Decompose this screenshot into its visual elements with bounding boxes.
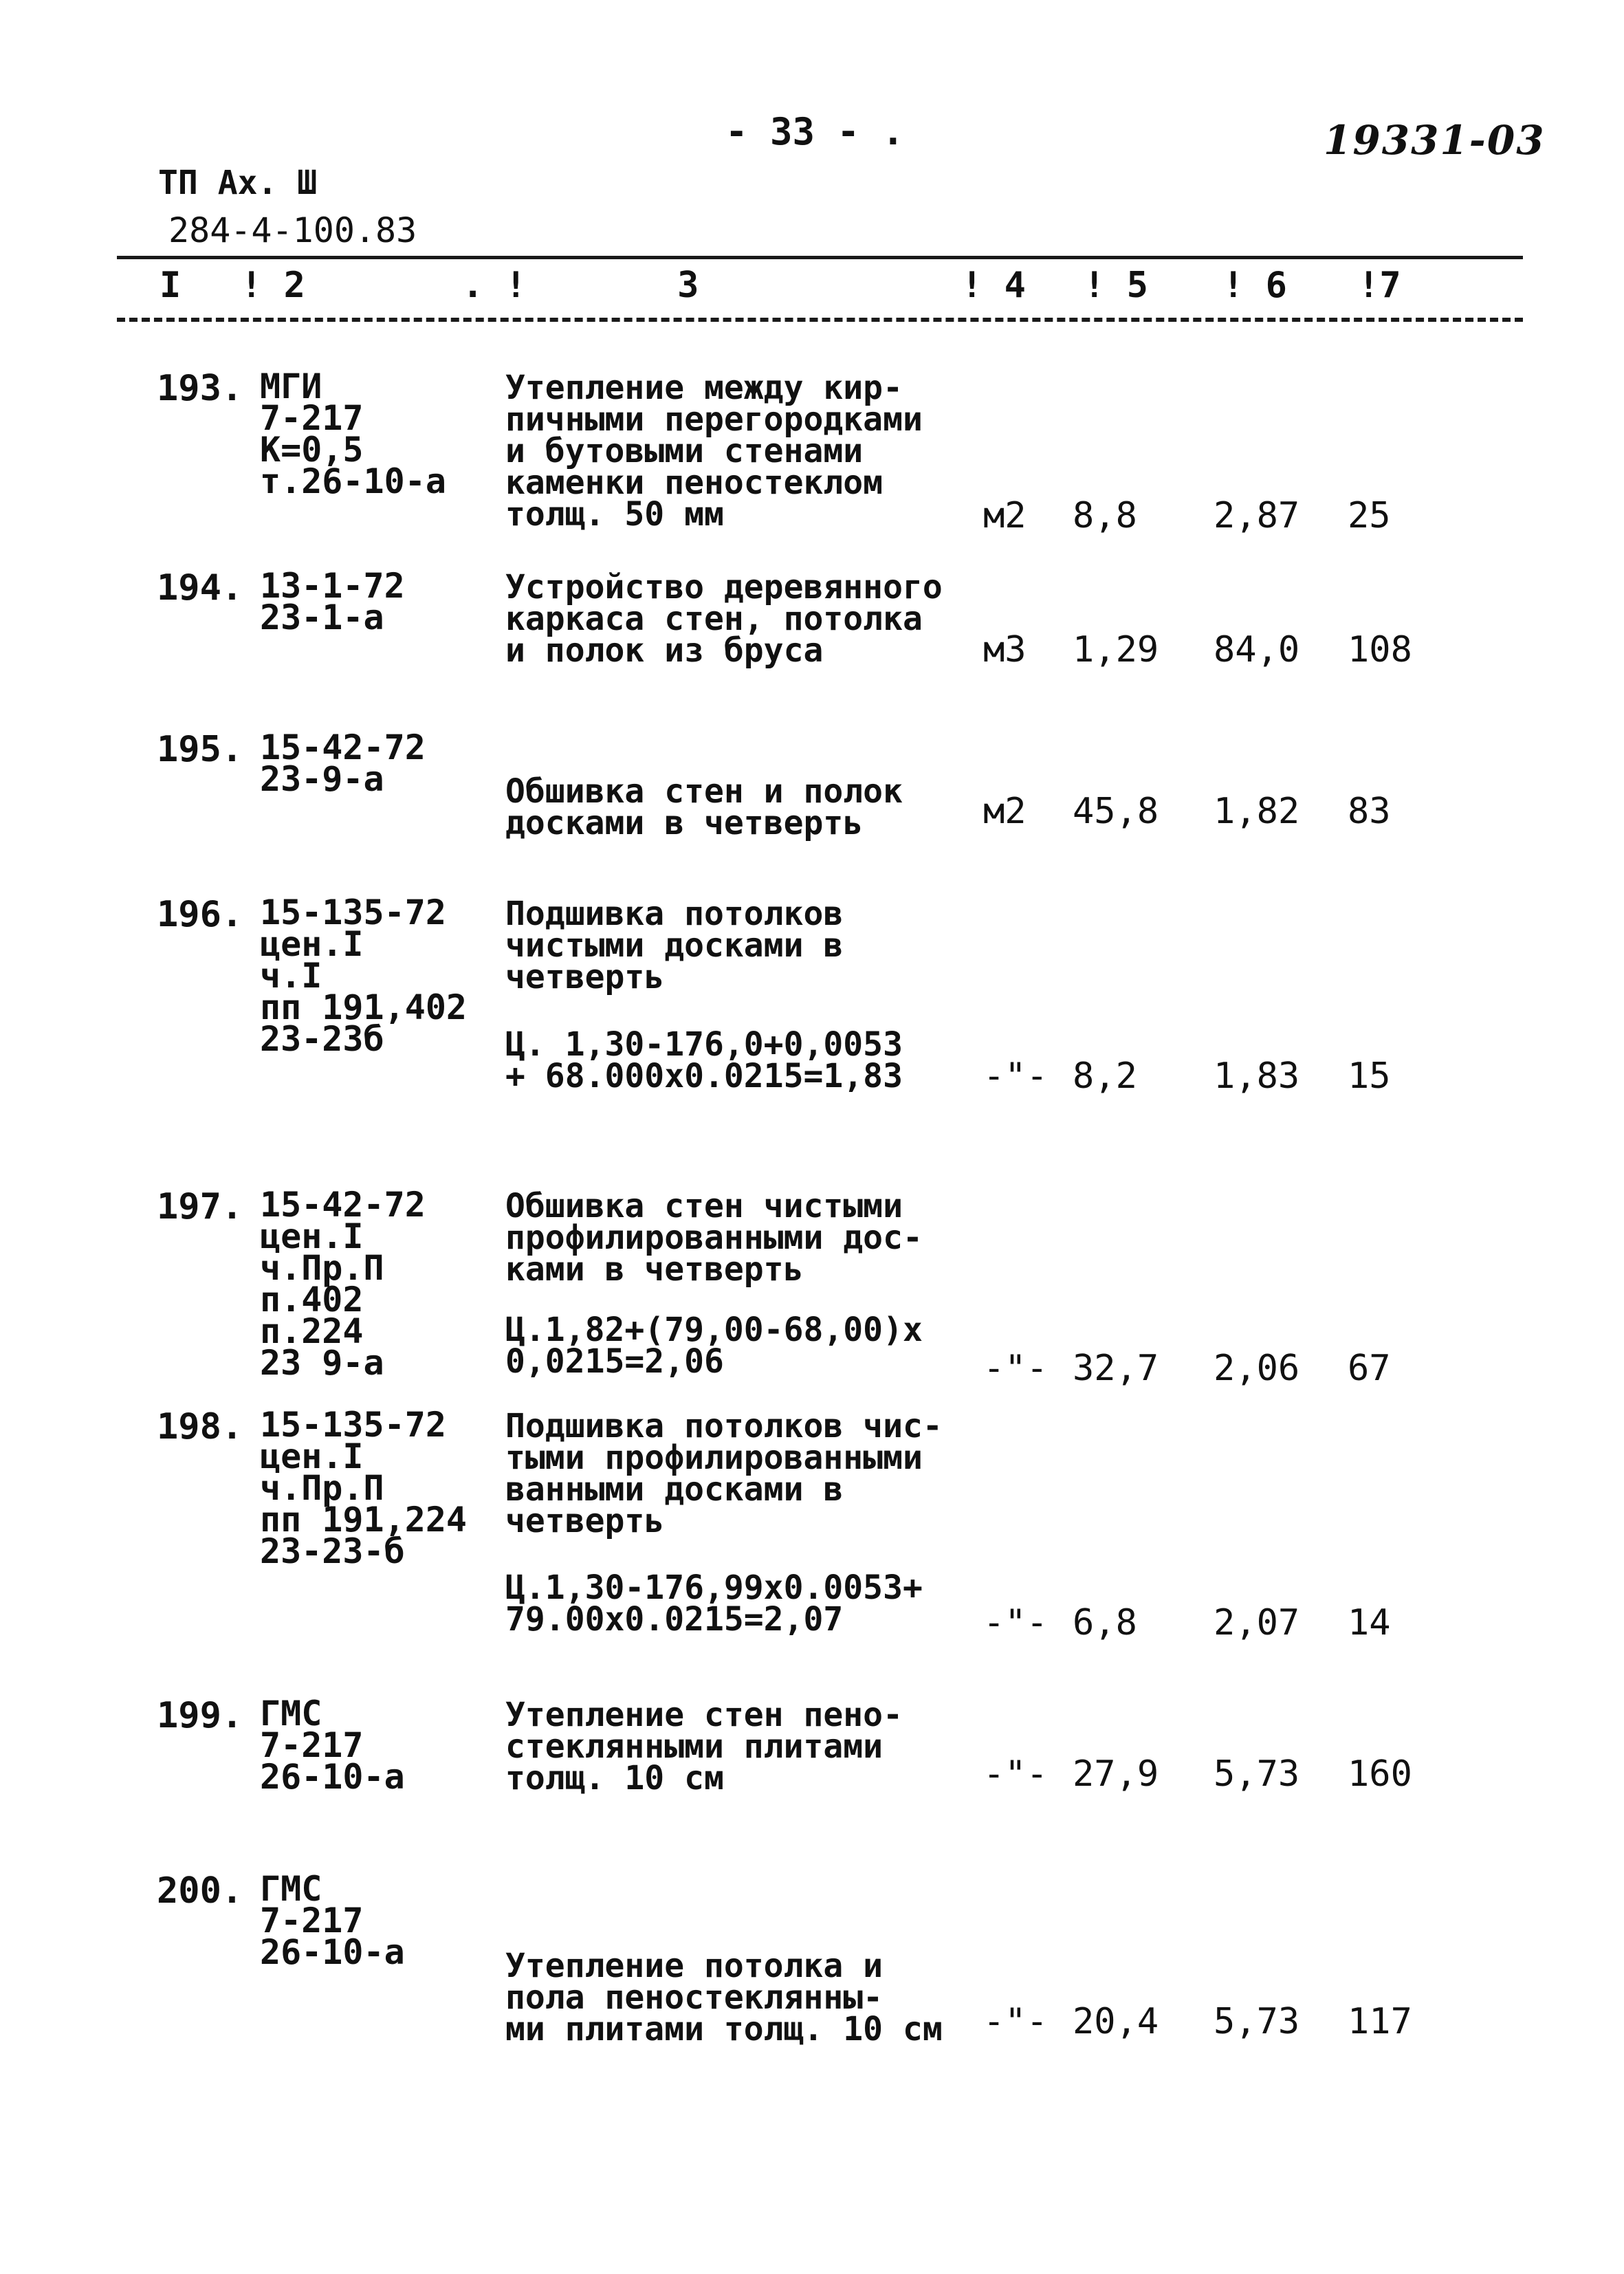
entry-unit: м3 bbox=[983, 629, 1027, 670]
col-header-1: I bbox=[160, 265, 182, 306]
entry-desc-line: Подшивка потолков чис- bbox=[505, 1407, 943, 1445]
entry-ref-line: 15-42-72 bbox=[260, 1185, 426, 1225]
entry-quantity: 1,29 bbox=[1073, 629, 1159, 670]
entry-calc-line: 0,0215=2,06 bbox=[505, 1342, 724, 1381]
entry-desc-line: ванными досками в bbox=[505, 1470, 844, 1509]
entry-ref-line: 15-135-72 bbox=[260, 1405, 446, 1445]
entry-ref-line: К=0,5 bbox=[260, 430, 364, 470]
entry-total: 67 bbox=[1348, 1348, 1391, 1389]
col-header-2: ! 2 bbox=[241, 265, 305, 306]
entry-desc-line: Утепление между кир- bbox=[505, 369, 903, 407]
entry-price: 2,87 bbox=[1214, 495, 1300, 536]
entry-unit: м2 bbox=[983, 495, 1027, 536]
entry-number: 194. bbox=[157, 567, 243, 609]
col-header-4: ! 4 bbox=[961, 265, 1026, 306]
entry-number: 197. bbox=[157, 1186, 243, 1227]
entry-total: 160 bbox=[1348, 1753, 1412, 1795]
entry-ref-line: 7-217 bbox=[260, 1725, 364, 1765]
entry-ref-line: ч.I bbox=[260, 956, 322, 996]
entry-desc-line: четверть bbox=[505, 958, 665, 996]
entry-total: 83 bbox=[1348, 791, 1391, 832]
entry-unit: -"- bbox=[983, 1602, 1048, 1643]
entry-total: 14 bbox=[1348, 1602, 1391, 1643]
entry-ref-line: п.402 bbox=[260, 1280, 364, 1320]
col-header-5: ! 5 bbox=[1084, 265, 1148, 306]
entry-quantity: 6,8 bbox=[1073, 1602, 1137, 1643]
entry-ref-line: МГИ bbox=[260, 367, 322, 406]
entry-ref-line: 7-217 bbox=[260, 1901, 364, 1940]
col-header-6: ! 6 bbox=[1222, 265, 1287, 306]
entry-desc-line: чистыми досками в bbox=[505, 926, 844, 965]
entry-calc-line: Ц. 1,30-176,0+0,0053 bbox=[505, 1025, 903, 1064]
entry-desc-line: Обшивка стен и полок bbox=[505, 772, 903, 811]
entry-number: 198. bbox=[157, 1406, 243, 1447]
page-number: - 33 - . bbox=[725, 110, 905, 153]
entry-desc-line: стеклянными плитами bbox=[505, 1727, 884, 1766]
entry-calc-line: 79.00х0.0215=2,07 bbox=[505, 1600, 844, 1639]
entry-ref-line: ГМС bbox=[260, 1694, 322, 1734]
entry-unit: м2 bbox=[983, 791, 1027, 832]
entry-desc-line: пичными перегородками bbox=[505, 400, 923, 439]
entry-desc-line: профилированными дос- bbox=[505, 1218, 923, 1257]
entry-price: 5,73 bbox=[1214, 1753, 1300, 1795]
entry-desc-line: ками в четверть bbox=[505, 1250, 804, 1289]
entry-ref-line: 15-135-72 bbox=[260, 893, 446, 932]
entry-desc-line: Подшивка потолков bbox=[505, 895, 844, 933]
entry-ref-line: 26-10-а bbox=[260, 1932, 405, 1972]
entry-number: 195. bbox=[157, 729, 243, 770]
col-header-7: !7 bbox=[1358, 265, 1401, 306]
entry-desc-line: Устройство деревянного bbox=[505, 568, 943, 606]
entry-price: 2,07 bbox=[1214, 1602, 1300, 1643]
entry-ref-line: 23-1-а bbox=[260, 598, 384, 637]
entry-ref-line: т.26-10-а bbox=[260, 461, 446, 501]
entry-unit: -"- bbox=[983, 2001, 1048, 2042]
entry-ref-line: ГМС bbox=[260, 1869, 322, 1909]
entry-price: 84,0 bbox=[1214, 629, 1300, 670]
entry-quantity: 8,2 bbox=[1073, 1056, 1137, 1097]
entry-desc-line: тыми профилированными bbox=[505, 1439, 923, 1477]
entry-ref-line: 15-42-72 bbox=[260, 728, 426, 767]
entry-price: 2,06 bbox=[1214, 1348, 1300, 1389]
entry-desc-line: Утепление потолка и bbox=[505, 1947, 884, 1985]
entry-unit: -"- bbox=[983, 1056, 1048, 1097]
entry-number: 193. bbox=[157, 368, 243, 409]
entry-desc-line: толщ. 10 см bbox=[505, 1759, 724, 1797]
entry-quantity: 20,4 bbox=[1073, 2001, 1159, 2042]
entry-ref-line: 23 9-а bbox=[260, 1343, 384, 1383]
document-code: ТП Ах. Ш bbox=[158, 164, 318, 202]
entry-number: 200. bbox=[157, 1870, 243, 1912]
entry-desc-line: каменки пеностеклом bbox=[505, 463, 884, 502]
entry-desc-line: ми плитами толщ. 10 см bbox=[505, 2010, 943, 2048]
entry-unit: -"- bbox=[983, 1348, 1048, 1389]
entry-ref-line: 23-9-а bbox=[260, 759, 384, 799]
entry-desc-line: четверть bbox=[505, 1502, 665, 1540]
entry-quantity: 8,8 bbox=[1073, 495, 1137, 536]
entry-desc-line: Утепление стен пено- bbox=[505, 1696, 903, 1734]
entry-quantity: 45,8 bbox=[1073, 791, 1159, 832]
entry-calc-line: Ц.1,82+(79,00-68,00)х bbox=[505, 1311, 923, 1349]
entry-desc-line: и полок из бруса bbox=[505, 631, 824, 670]
entry-ref-line: пп 191,402 bbox=[260, 987, 468, 1027]
entry-ref-line: п.224 bbox=[260, 1311, 364, 1351]
entry-quantity: 32,7 bbox=[1073, 1348, 1159, 1389]
entry-price: 1,82 bbox=[1214, 791, 1300, 832]
entry-price: 1,83 bbox=[1214, 1056, 1300, 1097]
entry-quantity: 27,9 bbox=[1073, 1753, 1159, 1795]
entry-desc-line: досками в четверть bbox=[505, 804, 864, 842]
entry-ref-line: цен.I bbox=[260, 1216, 364, 1256]
entry-total: 117 bbox=[1348, 2001, 1412, 2042]
entry-calc-line: Ц.1,30-176,99х0.0053+ bbox=[505, 1568, 923, 1607]
entry-ref-line: ч.Пр.П bbox=[260, 1248, 384, 1288]
header-bottom-rule bbox=[117, 318, 1523, 322]
entry-ref-line: 7-217 bbox=[260, 398, 364, 438]
entry-ref-line: цен.I bbox=[260, 1436, 364, 1476]
entry-price: 5,73 bbox=[1214, 2001, 1300, 2042]
entry-number: 196. bbox=[157, 894, 243, 935]
entry-total: 108 bbox=[1348, 629, 1412, 670]
entry-ref-line: цен.I bbox=[260, 924, 364, 964]
entry-desc-line: толщ. 50 мм bbox=[505, 495, 724, 534]
entry-ref-line: 26-10-а bbox=[260, 1757, 405, 1797]
entry-total: 15 bbox=[1348, 1056, 1391, 1097]
col-header-3: . ! 3 bbox=[462, 265, 699, 306]
entry-desc-line: пола пеностеклянны- bbox=[505, 1978, 884, 2017]
entry-desc-line: каркаса стен, потолка bbox=[505, 600, 923, 638]
document-series: 284-4-100.83 bbox=[168, 210, 417, 250]
entry-number: 199. bbox=[157, 1695, 243, 1736]
entry-desc-line: и бутовыми стенами bbox=[505, 432, 864, 470]
entry-ref-line: пп 191,224 bbox=[260, 1500, 468, 1540]
entry-calc-line: + 68.000х0.0215=1,83 bbox=[505, 1057, 903, 1095]
entry-unit: -"- bbox=[983, 1753, 1048, 1795]
document-number: 19331-03 bbox=[1324, 117, 1546, 164]
entry-ref-line: 23-23б bbox=[260, 1019, 384, 1059]
entry-ref-line: ч.Пр.П bbox=[260, 1468, 384, 1508]
header-top-rule bbox=[117, 256, 1523, 259]
entry-ref-line: 13-1-72 bbox=[260, 566, 405, 606]
entry-total: 25 bbox=[1348, 495, 1391, 536]
entry-desc-line: Обшивка стен чистыми bbox=[505, 1187, 903, 1225]
entry-ref-line: 23-23-б bbox=[260, 1531, 405, 1571]
